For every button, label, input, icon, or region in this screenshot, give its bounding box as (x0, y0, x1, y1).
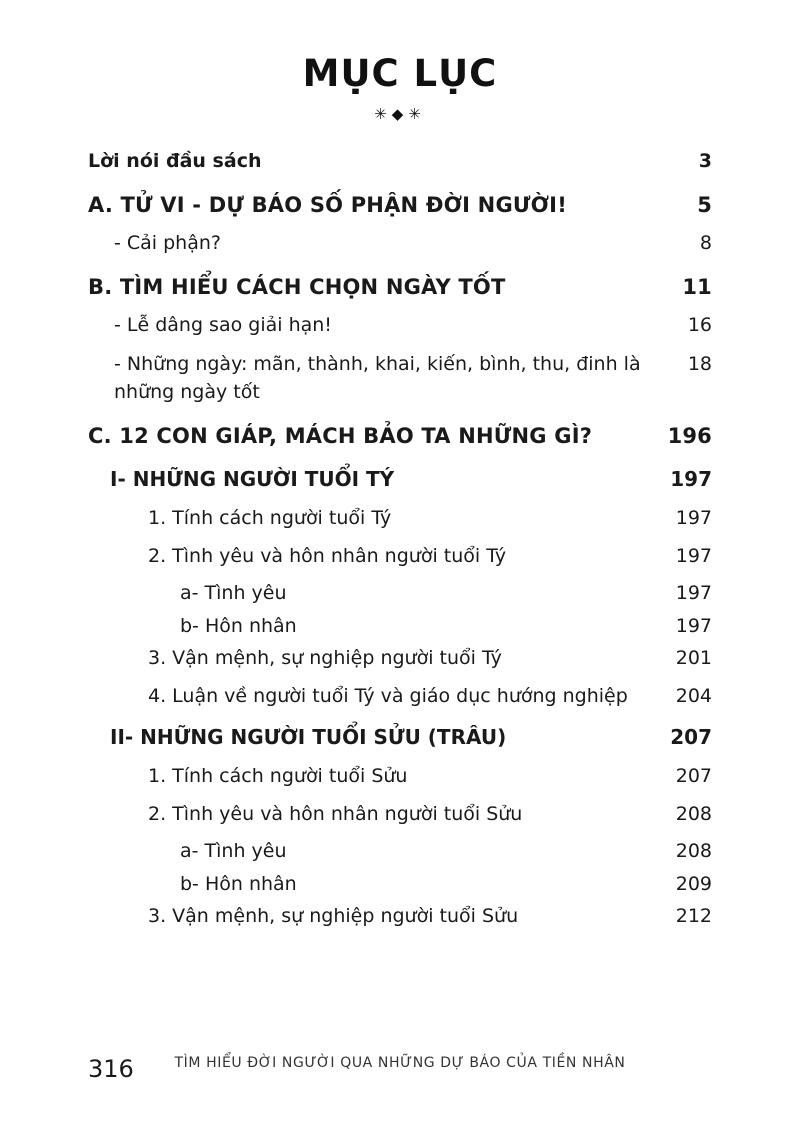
toc-entry[interactable] (88, 682, 712, 711)
toc-entry-page: 197 (675, 582, 712, 604)
toc-entry-page: 207 (675, 765, 712, 787)
toc-entry-page: 3 (698, 150, 712, 172)
page-title: MỤC LỤC (302, 52, 498, 95)
table-of-contents (88, 147, 712, 931)
toc-entry[interactable] (88, 504, 712, 533)
toc-entry-page: 208 (675, 840, 712, 862)
footer-page-number: 316 (88, 1055, 134, 1083)
toc-entry-page: 201 (675, 647, 712, 669)
toc-entry[interactable] (88, 229, 712, 258)
toc-entry-page: 204 (675, 684, 712, 707)
toc-entry[interactable] (88, 147, 712, 176)
toc-entry-label: 3. Vận mệnh, sự nghiệp người tuổi Sửu (148, 905, 519, 927)
toc-entry[interactable] (88, 762, 712, 791)
toc-entry-page: 197 (675, 544, 712, 567)
toc-entry-page: 16 (687, 314, 712, 336)
toc-entry-label: a- Tình yêu (180, 840, 287, 862)
toc-entry-label: b- Hôn nhân (180, 614, 297, 637)
toc-entry-page: 212 (675, 905, 712, 927)
toc-entry-page: 209 (675, 872, 712, 895)
toc-entry-label: 4. Luận về người tuổi Tý và giáo dục hướng nghiệp (148, 684, 628, 707)
toc-entry[interactable] (88, 421, 712, 453)
toc-entry-label: 1. Tính cách người tuổi Tý (148, 507, 392, 529)
footer-running-title: TÌM HIỂU ĐỜI NGƯỜI QUA NHỮNG DỰ BÁO CỦA TIỀN NHÂN (174, 1055, 626, 1071)
toc-entry-label: - Lễ dâng sao giải hạn! (114, 314, 332, 336)
toc-entry[interactable] (88, 837, 712, 866)
toc-entry-label: C. 12 CON GIÁP, MÁCH BẢO TA NHỮNG GÌ? (88, 423, 593, 448)
toc-entry[interactable] (88, 542, 712, 571)
toc-entry[interactable] (88, 579, 712, 608)
toc-entry[interactable] (88, 272, 712, 304)
toc-entry-page: 18 (687, 352, 712, 375)
toc-entry-label: a- Tình yêu (180, 582, 287, 604)
toc-entry[interactable] (88, 902, 712, 931)
toc-entry-page: 11 (682, 274, 712, 299)
page-footer (0, 1055, 800, 1085)
toc-entry-label: II- NHỮNG NGƯỜI TUỔI SỬU (TRÂU) (110, 725, 507, 749)
toc-entry-label: 1. Tính cách người tuổi Sửu (148, 765, 408, 787)
toc-entry[interactable] (88, 350, 712, 407)
toc-entry-page: 197 (675, 614, 712, 637)
toc-entry-label: - Những ngày: mãn, thành, khai, kiến, bình, thu, đinh là những ngày tốt (114, 352, 641, 403)
toc-entry[interactable] (88, 612, 712, 641)
toc-entry-page: 208 (675, 802, 712, 825)
toc-entry-label: Lời nói đầu sách (88, 150, 262, 172)
toc-entry-label: B. TÌM HIỂU CÁCH CHỌN NGÀY TỐT (88, 274, 506, 299)
ornament-divider: ✳◆✳ (374, 105, 426, 123)
toc-entry-page: 5 (697, 192, 712, 217)
toc-entry[interactable] (88, 190, 712, 222)
toc-entry-page: 197 (675, 507, 712, 529)
toc-entry-label: 2. Tình yêu và hôn nhân người tuổi Sửu (148, 802, 523, 825)
toc-entry-label: - Cải phận? (114, 232, 221, 254)
toc-entry[interactable] (88, 722, 712, 752)
toc-entry-page: 197 (670, 467, 712, 491)
toc-entry[interactable] (88, 311, 712, 340)
toc-entry-label: 3. Vận mệnh, sự nghiệp người tuổi Tý (148, 647, 502, 669)
toc-entry[interactable] (88, 800, 712, 829)
toc-entry-label: I- NHỮNG NGƯỜI TUỔI TÝ (110, 467, 395, 491)
toc-entry-label: A. TỬ VI - DỰ BÁO SỐ PHẬN ĐỜI NGƯỜI! (88, 192, 567, 217)
toc-entry-page: 207 (670, 725, 712, 749)
toc-entry-page: 196 (667, 423, 712, 448)
toc-entry[interactable] (88, 870, 712, 899)
toc-entry-page: 8 (699, 232, 712, 254)
toc-entry[interactable] (88, 464, 712, 494)
toc-entry[interactable] (88, 644, 712, 673)
toc-entry-label: 2. Tình yêu và hôn nhân người tuổi Tý (148, 544, 507, 567)
toc-entry-label: b- Hôn nhân (180, 872, 297, 895)
